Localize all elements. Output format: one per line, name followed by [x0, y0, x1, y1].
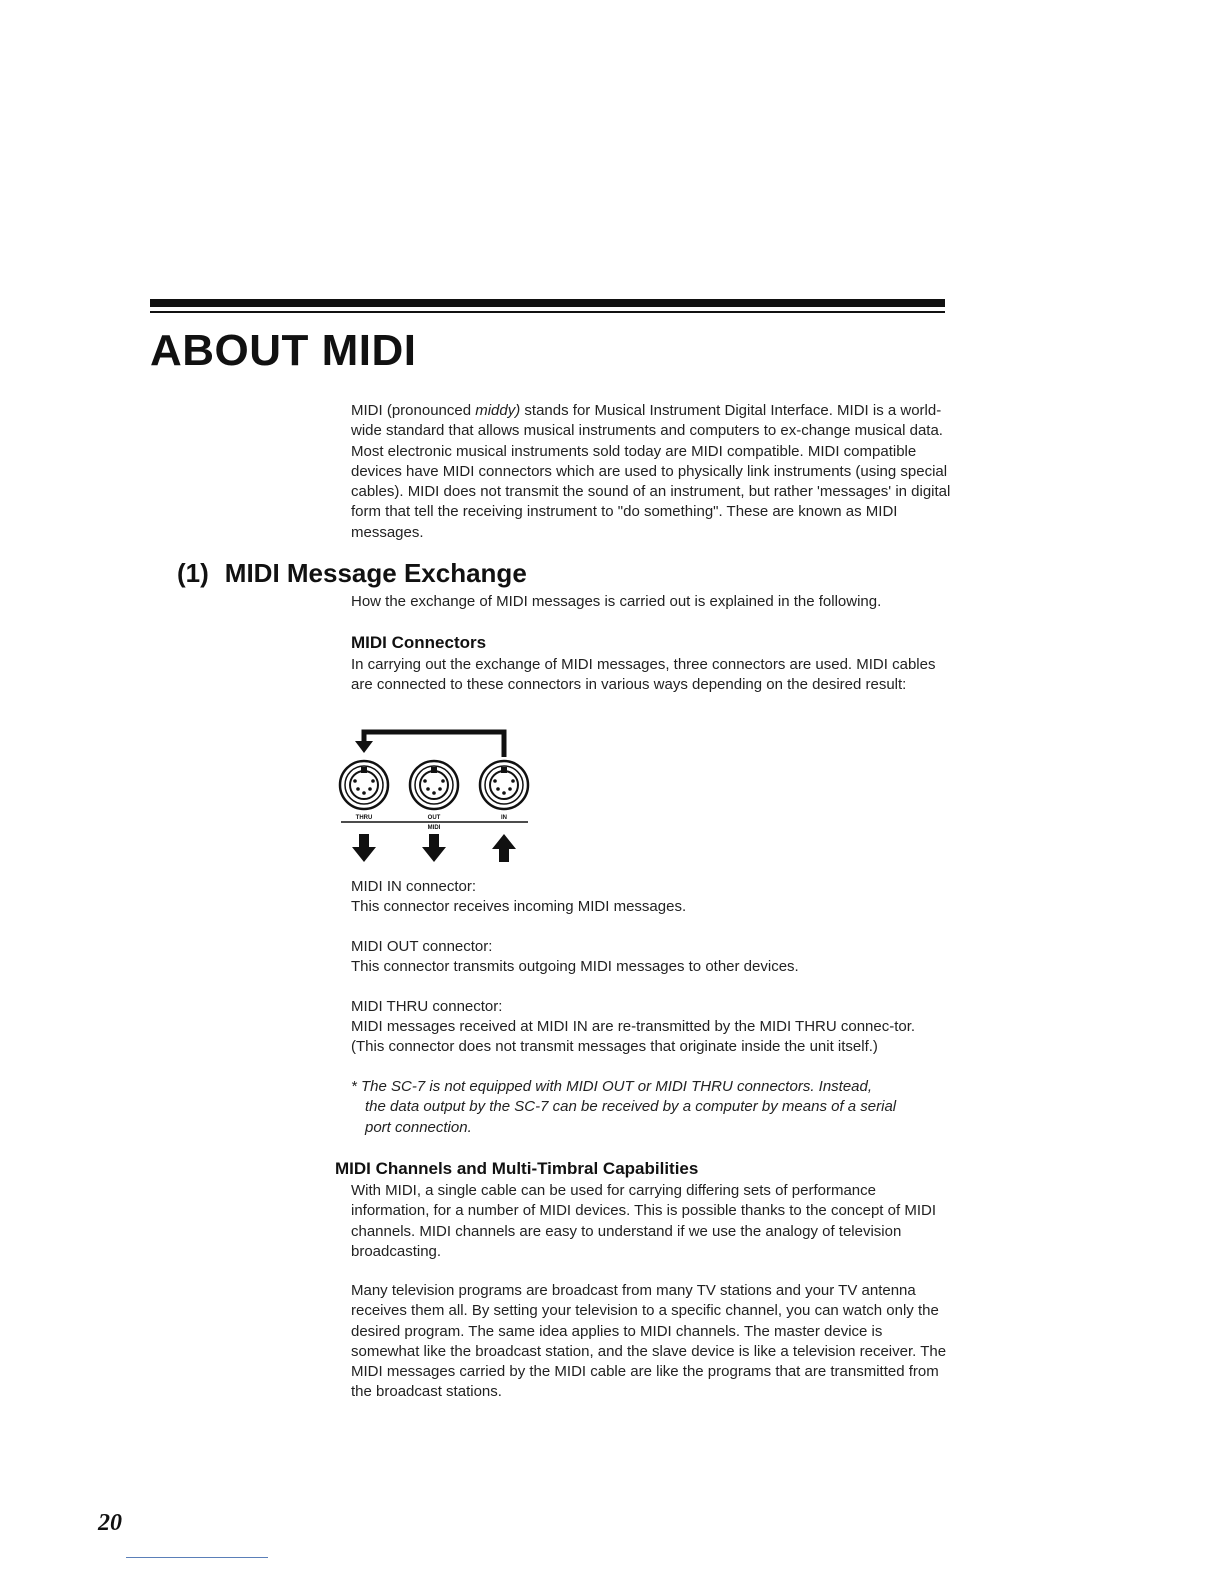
- in-connector-name: MIDI IN connector:: [351, 878, 477, 895]
- out-arrow-icon: [422, 834, 446, 862]
- thru-label: THRU: [355, 815, 373, 821]
- intro-paragraph: [351, 401, 951, 543]
- in-label: IN: [501, 815, 507, 821]
- intro-emphasis: middy): [475, 402, 521, 419]
- section-number: (1): [177, 558, 209, 588]
- thru-connector-name: MIDI THRU connector:: [351, 998, 503, 1015]
- channels-heading: MIDI Channels and Multi-Timbral Capabilities: [335, 1159, 699, 1178]
- in-arrow-icon: [492, 834, 516, 862]
- out-socket-icon: [410, 761, 458, 809]
- section-heading: [177, 558, 527, 589]
- thru-out-arrow-icon: [352, 834, 376, 862]
- bracket-arrow-icon: [355, 741, 373, 753]
- in-socket-icon: [480, 761, 528, 809]
- section-intro: How the exchange of MIDI messages is carried out is explained in the following.: [351, 593, 882, 610]
- channels-paragraph-2: Many television programs are broadcast from many TV stations and your TV antenna receives them all. By setting your television to a specific channel, you can watch only the desired program. The same idea applies to MIDI channels. The master device is somewhat like the broadcast station, and the slave device is like a television receiver. The MIDI messages carried by the MIDI cable are like the programs that are transmitted from the broadcast stations.: [351, 1282, 947, 1401]
- intro-text-after: stands for Musical Instrument Digital Interface. MIDI is a world-wide standard that allows musical instruments and computers to ex-change musical data. Most electronic musical instruments sold today are MIDI compatible. MIDI compatible devices have MIDI connectors which are used to physically link instruments (using special cables). MIDI does not transmit the sound of an instrument, but rather 'messages' in digital form that tell the receiving instrument to "do something". These are known as MIDI messages.: [351, 402, 951, 541]
- section-title: MIDI Message Exchange: [224, 558, 527, 588]
- midi-connectors-diagram: [333, 723, 543, 873]
- out-connector-name: MIDI OUT connector:: [351, 938, 493, 955]
- header-rule-thin: [150, 311, 945, 313]
- midi-group-label: MIDI: [427, 825, 441, 831]
- connectors-intro: In carrying out the exchange of MIDI messages, three connectors are used. MIDI cables are connected to these connectors in various ways depending on the desired result:: [351, 656, 936, 694]
- page-title: ABOUT MIDI: [150, 326, 417, 375]
- header-rule-thick: [150, 299, 945, 307]
- out-label: OUT: [427, 815, 441, 821]
- thru-connector-desc: MIDI messages received at MIDI IN are re-transmitted by the MIDI THRU connec-tor. (This connector does not transmit messages that originate inside the unit itself.): [351, 1018, 916, 1056]
- note-line-3: port connection.: [365, 1118, 472, 1136]
- in-connector-desc: This connector receives incoming MIDI messages.: [351, 898, 687, 915]
- bracket-line: [364, 732, 504, 757]
- note-line-2: the data output by the SC-7 can be received by a computer by means of a serial: [365, 1098, 897, 1116]
- thru-socket-icon: [340, 761, 388, 809]
- connectors-heading: MIDI Connectors: [351, 633, 487, 652]
- intro-text-before: MIDI (pronounced: [351, 402, 476, 419]
- midi-connectors-svg: [333, 723, 543, 873]
- bottom-rule: [126, 1557, 268, 1558]
- sc7-note: [351, 1077, 951, 1138]
- note-line-1: * The SC-7 is not equipped with MIDI OUT or MIDI THRU connectors. Instead,: [351, 1078, 873, 1095]
- page-number: 20: [98, 1510, 122, 1536]
- out-connector-desc: This connector transmits outgoing MIDI messages to other devices.: [351, 958, 799, 975]
- channels-paragraph-1: With MIDI, a single cable can be used for carrying differing sets of performance information, for a number of MIDI devices. This is possible thanks to the concept of MIDI channels. MIDI channels are easy to understand if we use the analogy of television broadcasting.: [351, 1182, 936, 1260]
